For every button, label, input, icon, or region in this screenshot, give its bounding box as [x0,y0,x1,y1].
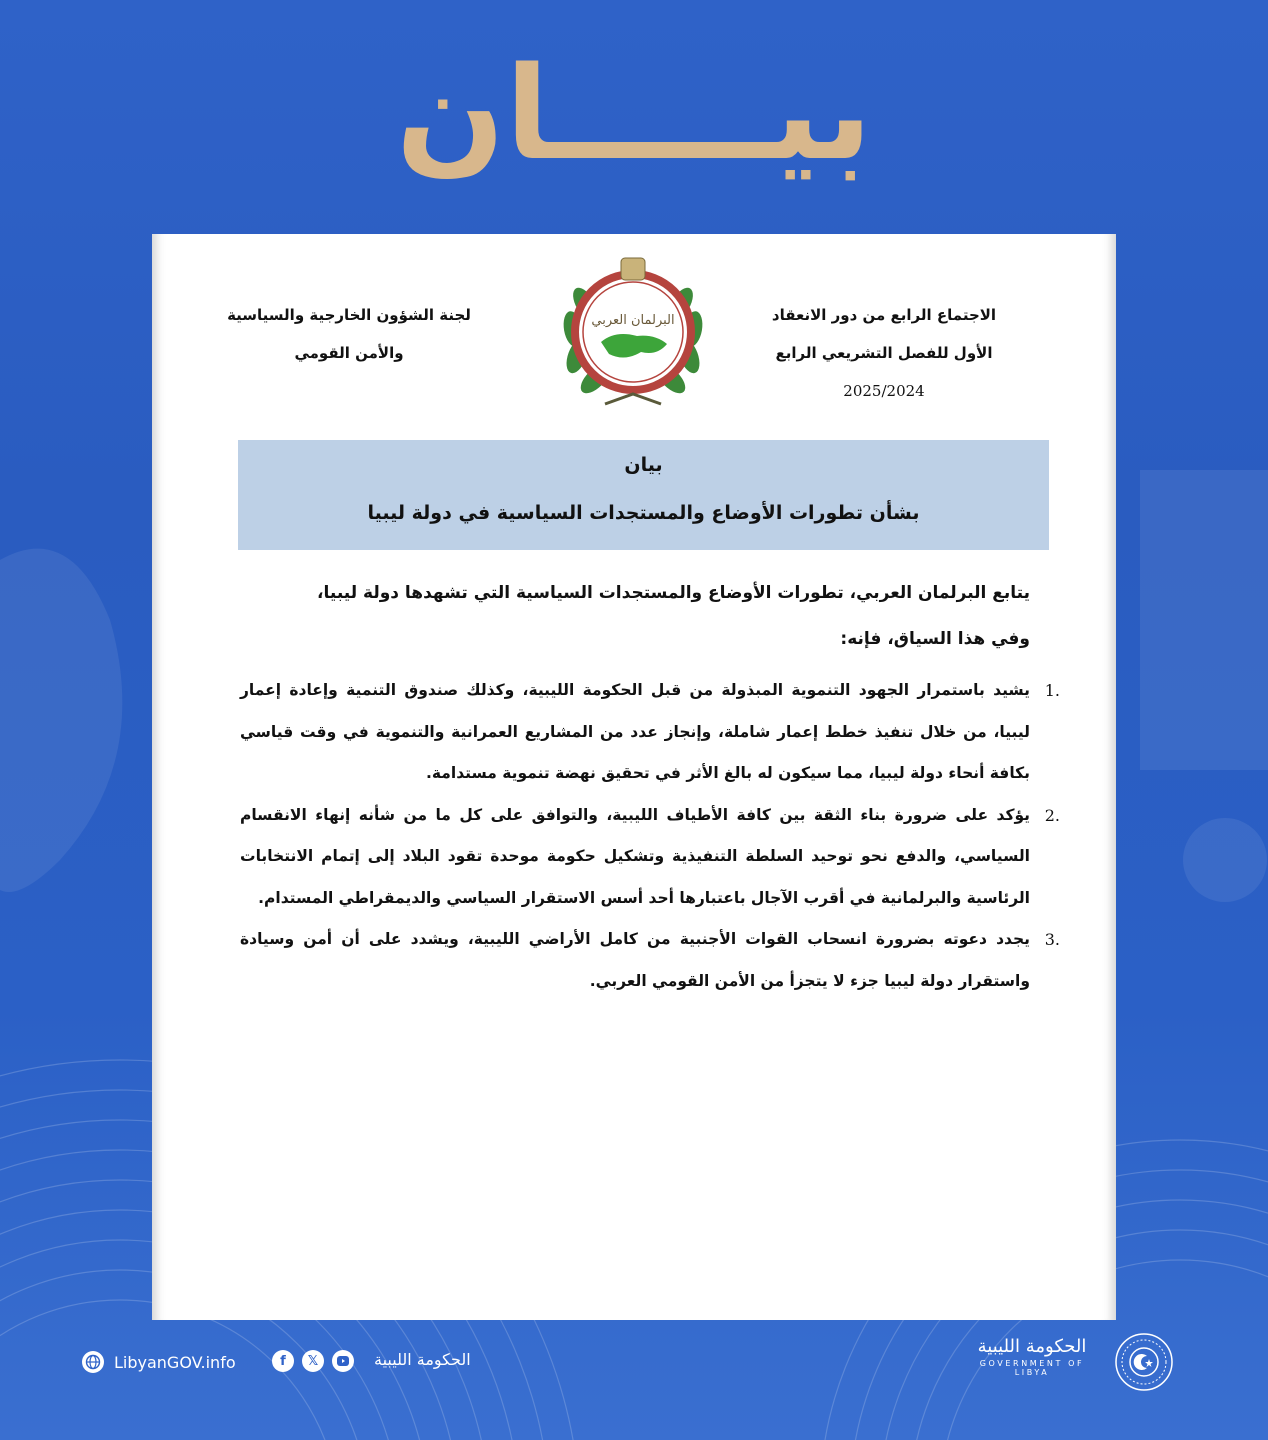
statement-item [240,670,1060,795]
arab-parliament-emblem [545,244,721,414]
item-text: يجدد دعوته بضرورة انسحاب القوات الأجنبية من كامل الأراضي الليبية، ويشدد على أن أمن وسيادة واستقرار دولة ليبيا جزء لا يتجزأ من الأمن القومي العربي. [240,930,1030,990]
committee-line-2: والأمن القومي [294,344,404,362]
session-line-2: الأول للفصل التشريعي الرابع [775,344,993,362]
document-title: بيان [624,454,663,476]
item-text: يشيد باستمرار الجهود التنموية المبذولة من قبل الحكومة الليبية، وكذلك صندوق التنمية وإعادة إعمار ليبيا، من خلال تنفيذ خطط إعمار شاملة، وإنجاز عدد من المشاريع العمرانية والتنموية في وقت قياسي بكافة أنحاء دولة ليبيا، مما سيكون له بالغ الأثر في تحقيق نهضة تنموية مستدامة. [240,681,1030,782]
session-year: 2025/2024 [843,382,925,400]
government-brand [962,1336,1102,1377]
committee-info [224,296,474,372]
intro-line-1: يتابع البرلمان العربي، تطورات الأوضاع والمستجدات السياسية التي تشهدها دولة ليبيا، [317,583,1030,603]
emblem-text: البرلمان العربي [591,313,675,328]
item-text: يؤكد على ضرورة بناء الثقة بين كافة الأطياف الليبية، والتوافق على كل ما من شأنه إنهاء الانقسام السياسي، والدفع نحو توحيد السلطة التنفيذية وتشكيل حكومة موحدة تقود البلاد إلى إتمام الانتخابات الرئاسية والبرلمانية في أقرب الآجال باعتبارها أحد أسس الاستقرار السياسي والديمقراطي المستدام. [240,805,1030,907]
intro-line-2: وفي هذا السياق، فإنه: [840,629,1030,649]
intro-paragraph [240,570,1030,662]
statement-item [240,795,1060,920]
item-number: 2. [1044,805,1060,825]
account-name: الحكومة الليبية [374,1350,471,1369]
statement-document [152,234,1116,1320]
footer [0,1326,1268,1396]
statement-item [240,919,1060,1002]
session-line-1: الاجتماع الرابع من دور الانعقاد [771,306,997,324]
website-link[interactable] [82,1350,236,1374]
statement-items [240,670,1060,1002]
item-number: 1. [1044,681,1060,700]
youtube-icon[interactable] [332,1350,354,1372]
document-subtitle: بشأن تطورات الأوضاع والمستجدات السياسية في دولة ليبيا [367,502,920,524]
committee-line-1: لجنة الشؤون الخارجية والسياسية [227,306,471,324]
globe-icon [82,1351,104,1373]
brand-english: GOVERNMENT OF LIBYA [979,1359,1085,1377]
libya-seal-icon [1114,1332,1174,1392]
facebook-icon[interactable]: f [272,1350,294,1372]
banner-title: بيـــــان [395,40,873,189]
session-info [754,296,1014,410]
social-links [272,1350,354,1372]
brand-arabic: الحكومة الليبية [977,1336,1087,1357]
website-text: LibyanGOV.info [114,1352,236,1372]
x-icon[interactable]: 𝕏 [302,1350,324,1372]
title-band [238,440,1049,550]
item-number: 3. [1044,930,1060,949]
